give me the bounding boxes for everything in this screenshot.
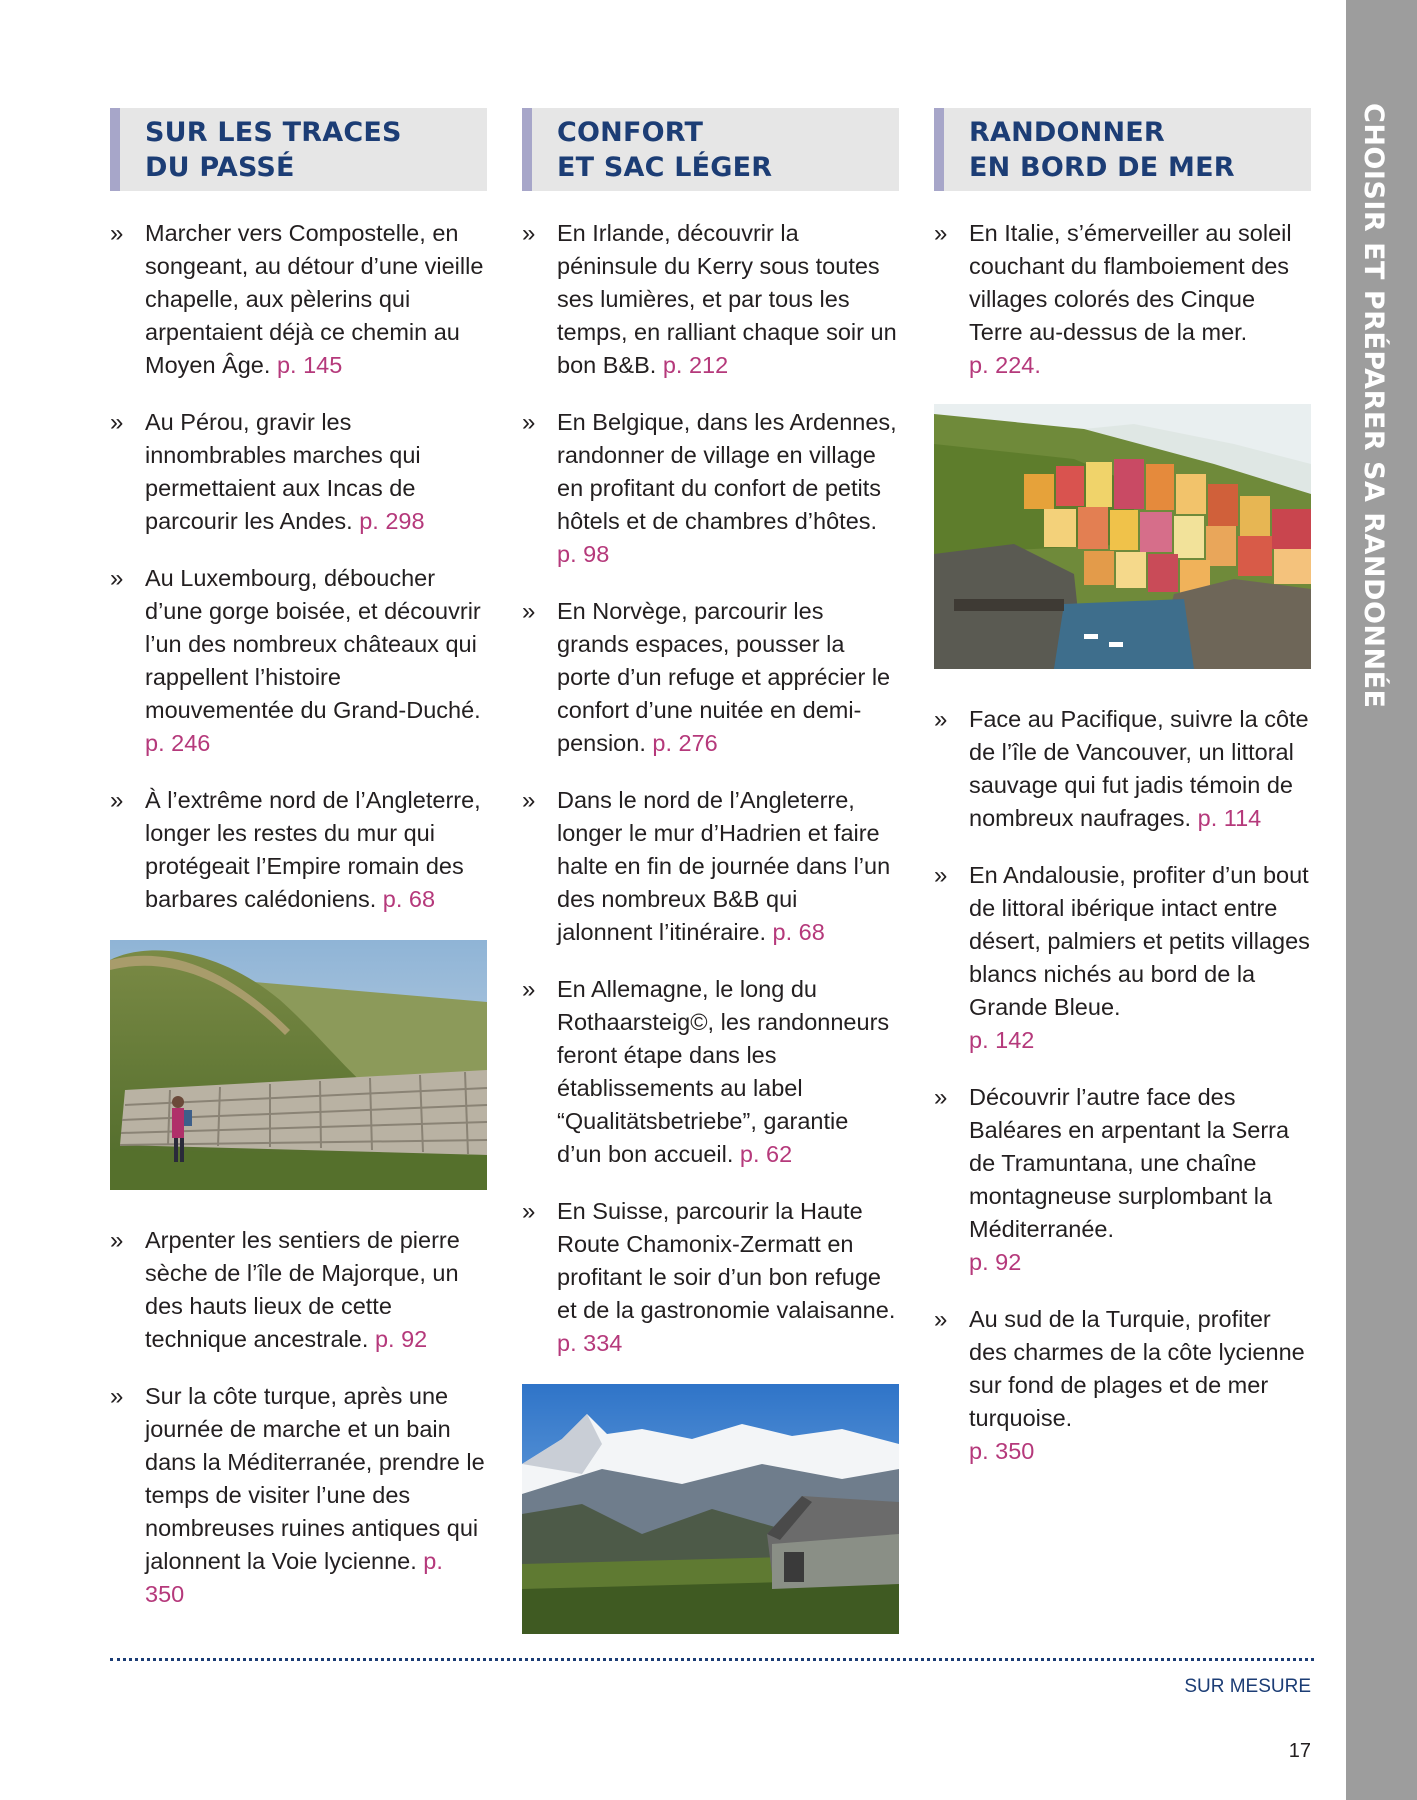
column-heading (934, 108, 1311, 191)
page-reference[interactable]: p. 98 (557, 541, 610, 567)
bullet-icon: » (934, 220, 948, 247)
page-number: 17 (1288, 1740, 1311, 1762)
footer-divider (110, 1658, 1314, 1661)
bullet-icon: » (934, 862, 948, 889)
list-item (110, 406, 487, 538)
page-reference[interactable]: p. 92 (969, 1249, 1022, 1275)
item-text: En Belgique, dans les Ardennes, randonner de village en village en profitant du confort de petits hôtels et de chambres d’hôtes. (557, 409, 897, 534)
item-list (110, 217, 487, 916)
page-reference[interactable]: p. 246 (145, 730, 211, 756)
item-text: Découvrir l’autre face des Baléares en arpentant la Serra de Tramuntana, une chaîne montagneuse surplombant la Méditerranée. (969, 1084, 1290, 1242)
list-item (110, 1224, 487, 1356)
column-comfort (522, 108, 899, 1634)
list-item (934, 859, 1311, 1057)
bullet-icon: » (522, 220, 536, 247)
bullet-icon: » (110, 409, 124, 436)
column-seaside (934, 108, 1311, 1492)
list-item (522, 973, 899, 1171)
page-reference[interactable]: p. 68 (772, 919, 825, 945)
page-reference[interactable]: p. 92 (374, 1326, 428, 1352)
item-list (522, 217, 899, 1360)
item-text: En Suisse, parcourir la Haute Route Chamonix-Zermatt en profitant le soir d’un bon refuge et de la gastronomie valaisanne. (557, 1198, 896, 1323)
list-item (522, 1195, 899, 1360)
item-list (934, 217, 1311, 382)
page-reference[interactable]: p. 334 (557, 1330, 623, 1356)
item-text: En Irlande, découvrir la péninsule du Kerry sous toutes ses lumières, et par tous les temps, en ralliant chaque soir un bon B&B. (557, 220, 897, 378)
item-text: En Italie, s’émerveiller au soleil couchant du flamboiement des villages colorés des Cinque Terre au-dessus de la mer. (969, 220, 1292, 345)
heading-line-2: EN BORD DE MER (969, 152, 1235, 183)
footer-section-label: SUR MESURE (1184, 1676, 1311, 1697)
heading-line-1: RANDONNER (969, 117, 1165, 148)
list-item (934, 1303, 1311, 1468)
bullet-icon: » (522, 409, 536, 436)
item-text: À l’extrême nord de l’Angleterre, longer les restes du mur qui protégeait l’Empire romain des barbares calédoniens. (145, 787, 481, 912)
bullet-icon: » (934, 1306, 948, 1333)
heading-line-1: SUR LES TRACES (145, 117, 402, 148)
bullet-icon: » (934, 1084, 948, 1111)
list-item (934, 1081, 1311, 1279)
item-text: Au sud de la Turquie, profiter des charmes de la côte lycienne sur fond de plages et de mer turquoise. (969, 1306, 1305, 1431)
bullet-icon: » (110, 1383, 124, 1410)
list-item (934, 217, 1311, 382)
bullet-icon: » (522, 1198, 536, 1225)
item-text: Au Luxembourg, déboucher d’une gorge boisée, et découvrir l’un des nombreux châteaux qui rappellent l’histoire mouvementée du Grand-Duché. (145, 565, 481, 723)
item-text: Arpenter les sentiers de pierre sèche de l’île de Majorque, un des hauts lieux de cette technique ancestrale. (145, 1227, 460, 1352)
page-reference[interactable]: p. 212 (662, 352, 729, 378)
list-item (110, 1380, 487, 1611)
bullet-icon: » (522, 598, 536, 625)
item-list (934, 703, 1311, 1468)
item-text: En Allemagne, le long du Rothaarsteig©, les randonneurs feront étape dans les établissements au label “Qualitätsbetriebe”, garantie d’un bon accueil. (557, 976, 890, 1167)
alpine-hut-photo (522, 1384, 899, 1634)
item-text: Sur la côte turque, après une journée de marche et un bain dans la Méditerranée, prendre le temps de visiter l’une des nombreuses ruines antiques qui jalonnent la Voie lycienne. (145, 1383, 485, 1574)
item-text: Face au Pacifique, suivre la côte de l’île de Vancouver, un littoral sauvage qui fut jadis témoin de nombreux naufrages. (969, 706, 1309, 831)
bullet-icon: » (110, 787, 124, 814)
page-reference[interactable]: p. 298 (359, 508, 425, 534)
page-reference[interactable]: p. 350 (969, 1438, 1035, 1464)
page-reference[interactable]: p. 142 (969, 1027, 1035, 1053)
item-text: Au Pérou, gravir les innombrables marches qui permettaient aux Incas de parcourir les Andes. (145, 409, 421, 534)
heading-line-2: ET SAC LÉGER (557, 152, 773, 183)
page-reference[interactable]: p. 276 (652, 730, 718, 756)
bullet-icon: » (110, 565, 124, 592)
item-text: Dans le nord de l’Angleterre, longer le mur d’Hadrien et faire halte en fin de journée dans l’un des nombreux B&B qui jalonnent l’itinéraire. (557, 787, 891, 945)
side-tab-title: CHOISIR ET PRÉPARER SA RANDONNÉE (1358, 103, 1389, 709)
heading-line-2: DU PASSÉ (145, 152, 295, 183)
list-item (110, 217, 487, 382)
cinque-terre-photo (934, 404, 1311, 669)
item-text: Marcher vers Compostelle, en songeant, au détour d’une vieille chapelle, aux pèlerins qui arpentaient déjà ce chemin au Moyen Âge. (145, 220, 484, 378)
page-reference[interactable]: p. 224. (969, 352, 1041, 378)
item-text: En Norvège, parcourir les grands espaces, pousser la porte d’un refuge et apprécier le confort d’une nuitée en demi-pension. (557, 598, 891, 756)
column-history (110, 108, 487, 1635)
item-text: En Andalousie, profiter d’un bout de littoral ibérique intact entre désert, palmiers et petits villages blancs nichés au bord de la Grande Bleue. (969, 862, 1310, 1020)
bullet-icon: » (110, 1227, 124, 1254)
column-heading (522, 108, 899, 191)
list-item (522, 217, 899, 382)
page-reference[interactable]: p. 114 (1197, 805, 1262, 831)
column-heading (110, 108, 487, 191)
bullet-icon: » (934, 706, 948, 733)
list-item (522, 595, 899, 760)
bullet-icon: » (522, 787, 536, 814)
list-item (522, 406, 899, 571)
hadrians-wall-photo (110, 940, 487, 1190)
list-item (522, 784, 899, 949)
list-item (110, 784, 487, 916)
list-item (934, 703, 1311, 835)
page-reference[interactable]: p. 68 (382, 886, 436, 912)
page-reference[interactable]: p. 145 (276, 352, 343, 378)
list-item (110, 562, 487, 760)
page-reference[interactable]: p. 62 (739, 1141, 793, 1167)
bullet-icon: » (522, 976, 536, 1003)
item-list (110, 1224, 487, 1611)
page-reference[interactable]: p. 350 (145, 1548, 443, 1607)
bullet-icon: » (110, 220, 124, 247)
heading-line-1: CONFORT (557, 117, 704, 148)
